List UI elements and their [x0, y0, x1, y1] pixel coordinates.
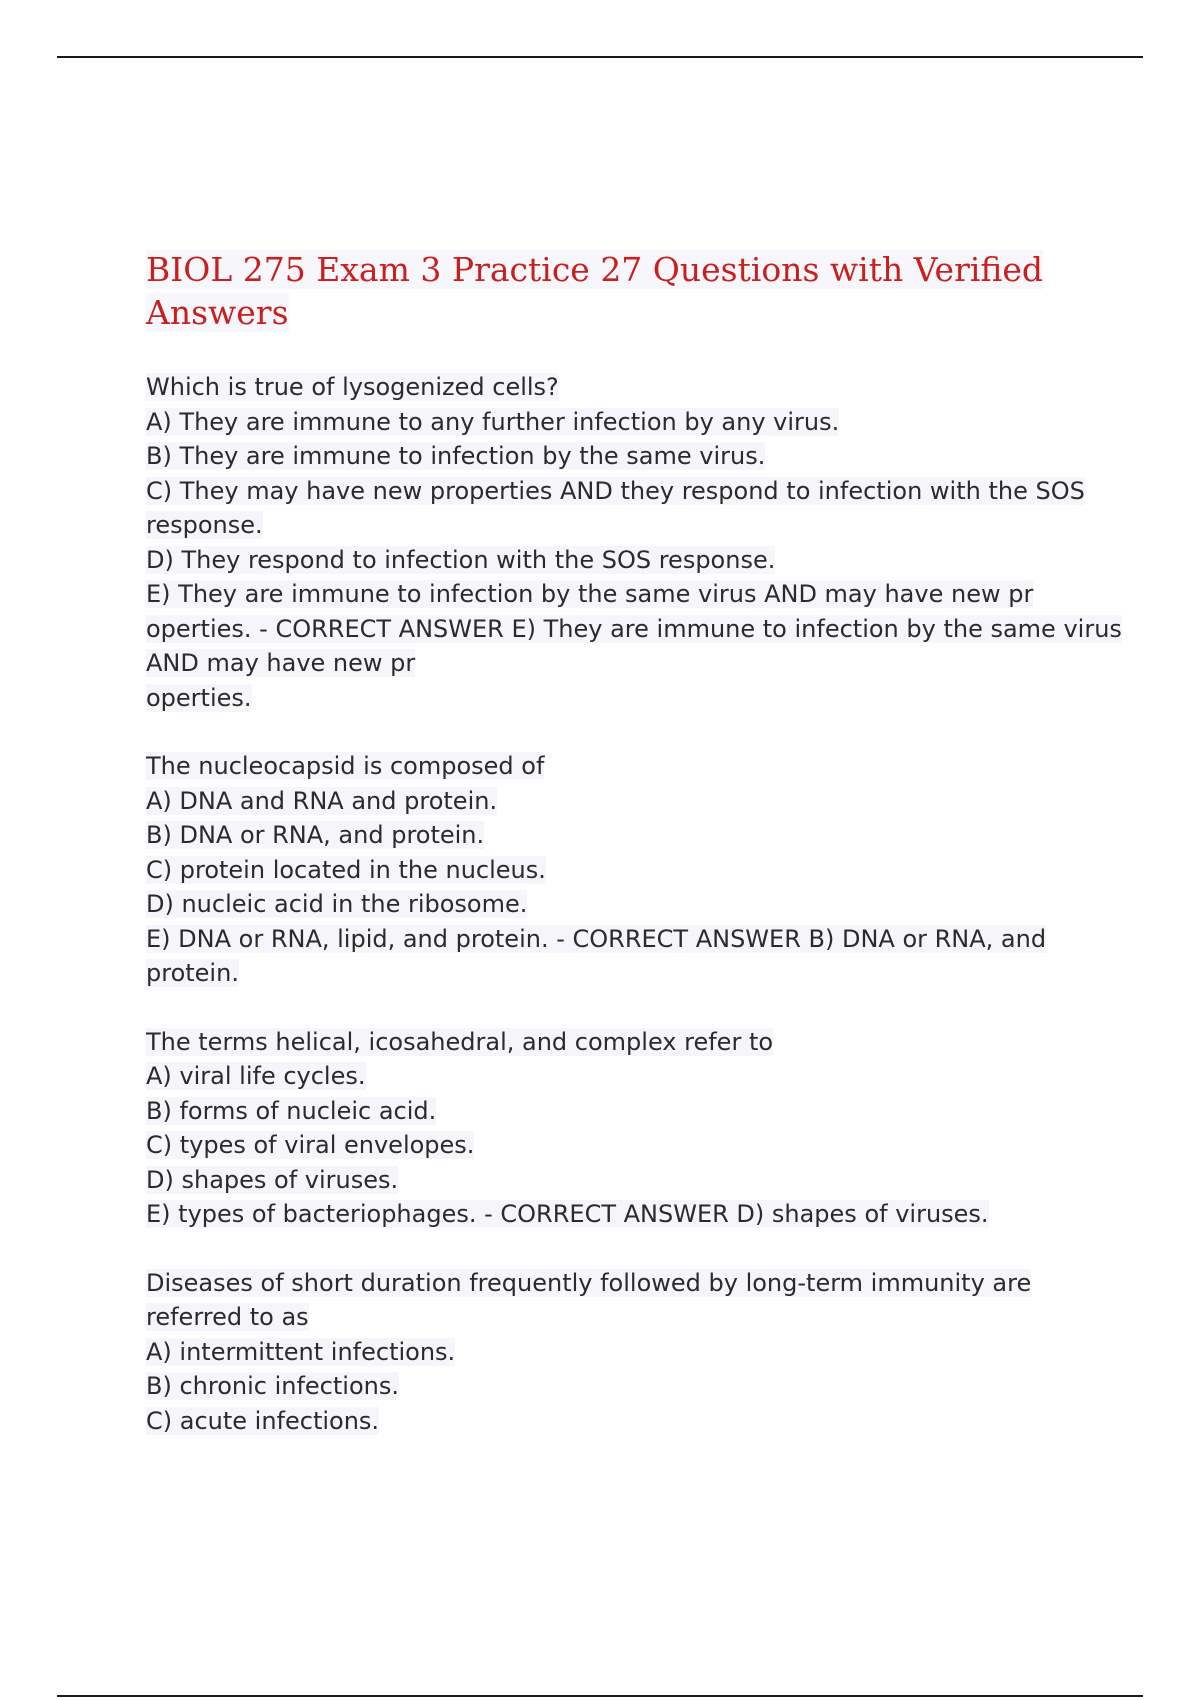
- document-body: [146, 248, 1122, 1472]
- question-text: The nucleocapsid is composed of: [146, 752, 545, 780]
- question-block: [146, 1025, 1076, 1232]
- answer-option: A) DNA and RNA and protein.: [146, 786, 498, 815]
- correct-answer: operties. - CORRECT ANSWER E) They are immune to infection by the same virus: [146, 614, 1122, 643]
- correct-answer: E) DNA or RNA, lipid, and protein. - CORRECT ANSWER B) DNA or RNA, and: [146, 924, 1047, 953]
- question-text: The terms helical, icosahedral, and complex refer to: [146, 1027, 774, 1056]
- answer-option: B) They are immune to infection by the same virus.: [146, 442, 766, 470]
- answer-option: A) intermittent infections.: [146, 1337, 456, 1366]
- correct-answer: E) types of bacteriophages. - CORRECT ANSWER D) shapes of viruses.: [146, 1200, 989, 1228]
- answer-option: A) They are immune to any further infection by any virus.: [146, 407, 840, 436]
- correct-answer: protein.: [146, 959, 239, 987]
- question-text: referred to as: [146, 1303, 309, 1331]
- answer-option: D) They respond to infection with the SOS response.: [146, 545, 776, 574]
- answer-option: A) viral life cycles.: [146, 1062, 366, 1090]
- answer-option: D) shapes of viruses.: [146, 1165, 399, 1194]
- question-block: [146, 749, 1076, 991]
- correct-answer: AND may have new pr: [146, 649, 416, 677]
- answer-option: C) acute infections.: [146, 1406, 380, 1435]
- correct-answer: operties.: [146, 683, 252, 712]
- question-block: [146, 370, 1122, 715]
- question-block: [146, 1266, 1076, 1439]
- answer-option: B) DNA or RNA, and protein.: [146, 821, 485, 849]
- answer-option: D) nucleic acid in the ribosome.: [146, 890, 528, 918]
- answer-option: E) They are immune to infection by the same virus AND may have new pr: [146, 580, 1034, 608]
- title-line: Answers: [146, 293, 289, 332]
- question-text: Which is true of lysogenized cells?: [146, 373, 559, 401]
- document-title: [146, 248, 1076, 334]
- answer-option: C) types of viral envelopes.: [146, 1131, 475, 1159]
- question-text: Diseases of short duration frequently followed by long-term immunity are: [146, 1268, 1032, 1297]
- answer-option: C) They may have new properties AND they respond to infection with the SOS: [146, 476, 1085, 505]
- header-rule: [57, 56, 1143, 58]
- answer-option: B) forms of nucleic acid.: [146, 1096, 437, 1125]
- answer-option: C) protein located in the nucleus.: [146, 855, 546, 884]
- footer-rule: [57, 1695, 1143, 1697]
- answer-option: B) chronic infections.: [146, 1372, 399, 1400]
- answer-option: response.: [146, 511, 263, 539]
- title-line: BIOL 275 Exam 3 Practice 27 Questions with Verified: [146, 250, 1044, 289]
